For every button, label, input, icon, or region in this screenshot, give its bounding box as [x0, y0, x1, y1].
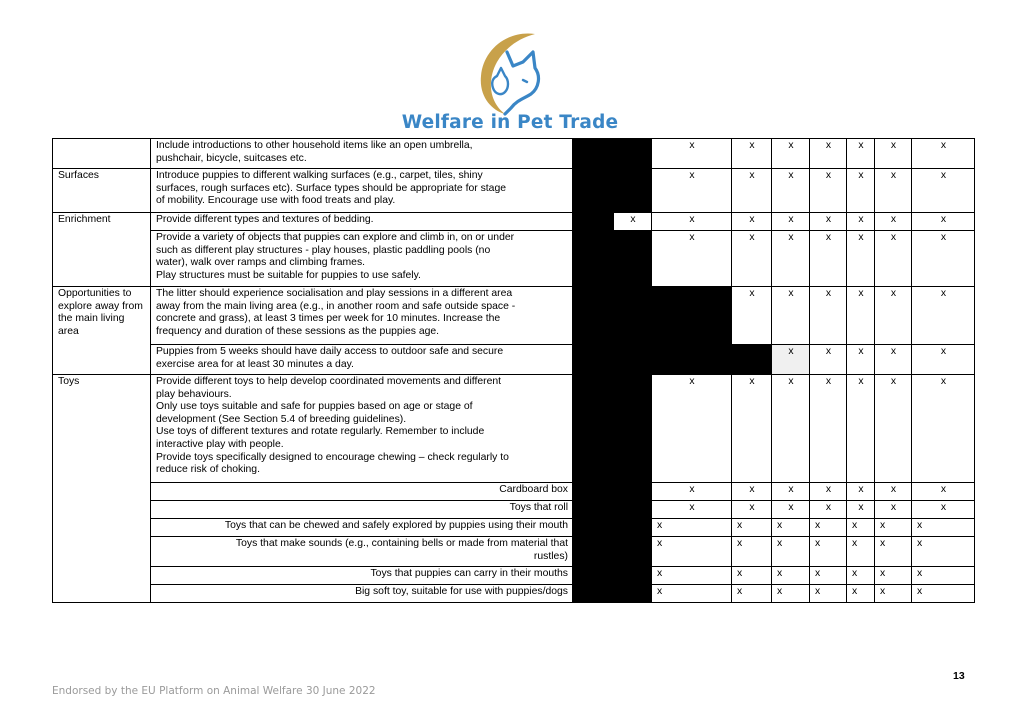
description-line: Provide toys specifically designed to encourage chewing – check regularly to [156, 451, 509, 463]
blocked-cell [573, 345, 732, 375]
description-line: The litter should experience socialisation and play sessions in a different area [156, 288, 513, 299]
check-mark-cell: x [772, 537, 810, 567]
check-mark-cell: x [732, 537, 772, 567]
check-mark-cell: x [912, 501, 975, 519]
check-mark-cell: x [652, 139, 732, 169]
blocked-cell [573, 483, 614, 501]
blocked-cell [614, 139, 652, 169]
check-mark-cell: x [772, 139, 810, 169]
description-line: Cardboard box [499, 484, 568, 495]
description-cell [151, 519, 573, 537]
blocked-cell [573, 139, 614, 169]
check-mark-cell: x [810, 345, 847, 375]
check-mark-cell: x [732, 139, 772, 169]
check-mark-cell: x [732, 567, 772, 585]
category-cell: Enrichment [53, 213, 151, 287]
check-mark-cell: x [875, 231, 912, 287]
check-mark-cell: x [875, 519, 912, 537]
description-cell [151, 537, 573, 567]
description-line: of mobility. Encourage use with food treats and play. [156, 195, 396, 207]
check-mark-cell: x [732, 287, 772, 345]
description-cell [151, 345, 573, 375]
blocked-cell [614, 519, 652, 537]
blocked-cell [573, 519, 614, 537]
description-line: development (See Section 5.4 of breeding guidelines). [156, 413, 407, 425]
category-cell: Opportunities to explore away from the main living area [53, 287, 151, 375]
check-mark-cell: x [810, 375, 847, 483]
check-mark-cell: x [875, 501, 912, 519]
description-cell [151, 169, 573, 213]
check-mark-cell: x [810, 169, 847, 213]
description-line: Use toys of different textures and rotate regularly. Remember to include [156, 426, 485, 438]
check-mark-cell: x [810, 519, 847, 537]
description-line: pushchair, bicycle, suitcases etc. [156, 152, 307, 164]
check-mark-cell: x [652, 567, 732, 585]
check-mark-cell: x [810, 501, 847, 519]
check-mark-cell: x [912, 345, 975, 375]
blocked-cell [614, 169, 652, 213]
check-mark-cell: x [847, 501, 875, 519]
check-mark-cell: x [772, 567, 810, 585]
blocked-cell [573, 537, 614, 567]
blocked-cell [573, 585, 614, 603]
blocked-cell [614, 483, 652, 501]
table-row [53, 501, 975, 519]
blocked-cell [614, 585, 652, 603]
description-line: exercise area for at least 30 minutes a day. [156, 358, 354, 370]
description-cell [151, 483, 573, 501]
check-mark-cell: x [772, 375, 810, 483]
description-line: Puppies from 5 weeks should have daily access to outdoor safe and secure [156, 346, 504, 357]
blocked-cell [573, 231, 614, 287]
check-mark-cell: x [810, 231, 847, 287]
check-mark-cell: x [912, 519, 975, 537]
description-line: Toys that can be chewed and safely explored by puppies using their mouth [224, 520, 568, 531]
check-mark-cell: x [912, 287, 975, 345]
check-mark-cell: x [912, 585, 975, 603]
check-mark-cell: x [810, 287, 847, 345]
check-mark-cell: x [810, 213, 847, 231]
description-line: Play structures must be suitable for puppies to use safely. [156, 269, 421, 281]
footer-endorsement: Endorsed by the EU Platform on Animal Welfare 30 June 2022 [52, 685, 376, 697]
check-mark-cell: x [652, 375, 732, 483]
description-line: frequency and duration of these sessions as the puppies age. [156, 325, 440, 337]
description-line: Toys that make sounds (e.g., containing bells or made from material that [235, 538, 568, 549]
blocked-cell [614, 567, 652, 585]
check-mark-cell: x [810, 585, 847, 603]
check-mark-cell: x [732, 501, 772, 519]
description-cell [151, 585, 573, 603]
check-mark-cell: x [847, 213, 875, 231]
check-mark-cell: x [652, 231, 732, 287]
table-row [53, 483, 975, 501]
check-mark-cell: x [847, 287, 875, 345]
table-row [53, 169, 975, 213]
description-cell [151, 287, 573, 345]
description-line: water), walk over ramps and climbing frames. [156, 257, 366, 269]
check-mark-cell: x [847, 375, 875, 483]
check-mark-cell: x [732, 213, 772, 231]
description-cell [151, 501, 573, 519]
description-line: surfaces, rough surfaces etc). Surface types should be appropriate for stage [156, 182, 507, 194]
check-mark-cell: x [732, 375, 772, 483]
description-line: such as different play structures - play houses, plastic paddling pools (no [156, 244, 491, 256]
check-mark-cell: x [912, 213, 975, 231]
check-mark-cell: x [847, 483, 875, 501]
description-line: away from the main living area (e.g., in another room and safe outside space - [156, 300, 516, 312]
check-mark-cell: x [772, 501, 810, 519]
blocked-cell [573, 213, 614, 231]
check-mark-cell: x [875, 169, 912, 213]
check-mark-cell: x [912, 169, 975, 213]
check-mark-cell: x [772, 585, 810, 603]
check-mark-cell: x [847, 139, 875, 169]
check-mark-cell: x [772, 345, 810, 375]
check-mark-cell: x [847, 231, 875, 287]
check-mark-cell: x [652, 213, 732, 231]
description-line: Include introductions to other household items like an open umbrella, [156, 140, 473, 151]
check-mark-cell: x [732, 585, 772, 603]
description-line: Provide a variety of objects that puppies can explore and climb in, on or under [156, 232, 515, 243]
check-mark-cell: x [652, 537, 732, 567]
table-row [53, 287, 975, 345]
check-mark-cell: x [810, 537, 847, 567]
check-mark-cell: x [652, 501, 732, 519]
check-mark-cell: x [772, 519, 810, 537]
check-mark-cell: x [732, 483, 772, 501]
blocked-cell [573, 169, 614, 213]
check-mark-cell: x [810, 139, 847, 169]
table-row [53, 213, 975, 231]
check-mark-cell: x [772, 231, 810, 287]
check-mark-cell: x [810, 567, 847, 585]
description-cell [151, 567, 573, 585]
category-cell: Surfaces [53, 169, 151, 213]
check-mark-cell: x [847, 519, 875, 537]
check-mark-cell: x [652, 483, 732, 501]
description-cell [151, 139, 573, 169]
check-mark-cell: x [912, 483, 975, 501]
check-mark-cell: x [875, 585, 912, 603]
category-cell [53, 139, 151, 169]
check-mark-cell: x [732, 169, 772, 213]
description-cell [151, 231, 573, 287]
check-mark-cell: x [772, 287, 810, 345]
check-mark-cell: x [875, 375, 912, 483]
check-mark-cell: x [772, 213, 810, 231]
description-line: interactive play with people. [156, 438, 284, 450]
check-mark-cell: x [847, 169, 875, 213]
description-line: Provide different toys to help develop coordinated movements and different [156, 376, 502, 387]
table-row [53, 139, 975, 169]
description-line: Toys that roll [509, 502, 568, 513]
check-mark-cell: x [614, 213, 652, 231]
blocked-cell [614, 501, 652, 519]
logo-text: Welfare in Pet Trade [401, 112, 619, 133]
check-mark-cell: x [875, 345, 912, 375]
check-mark-cell: x [732, 519, 772, 537]
check-mark-cell: x [772, 483, 810, 501]
check-mark-cell: x [652, 169, 732, 213]
category-cell: Toys [53, 375, 151, 603]
description-line: Toys that puppies can carry in their mouths [370, 568, 568, 579]
check-mark-cell: x [847, 585, 875, 603]
check-mark-cell: x [847, 537, 875, 567]
blocked-cell [573, 567, 614, 585]
table-row [53, 375, 975, 483]
table-row [53, 567, 975, 585]
table-row [53, 345, 975, 375]
table-row [53, 585, 975, 603]
description-line: Introduce puppies to different walking surfaces (e.g., carpet, tiles, shiny [156, 170, 483, 181]
check-mark-cell: x [912, 139, 975, 169]
description-line: Only use toys suitable and safe for puppies based on age or stage of [156, 401, 473, 413]
check-mark-cell: x [847, 345, 875, 375]
check-mark-cell: x [912, 375, 975, 483]
description-line: play behaviours. [156, 388, 232, 400]
check-mark-cell: x [875, 483, 912, 501]
table-row [53, 231, 975, 287]
blocked-cell [573, 501, 614, 519]
check-mark-cell: x [912, 537, 975, 567]
check-mark-cell: x [875, 287, 912, 345]
check-mark-cell: x [652, 519, 732, 537]
check-mark-cell: x [875, 537, 912, 567]
blocked-cell [614, 375, 652, 483]
description-line: concrete and grass), at least 3 times per week for 10 minutes. Increase the [156, 313, 501, 325]
breeding-guidelines-table [52, 138, 975, 603]
table-row [53, 519, 975, 537]
page-number: 13 [953, 670, 965, 682]
blocked-cell [614, 537, 652, 567]
blocked-cell [573, 375, 614, 483]
check-mark-cell: x [772, 169, 810, 213]
description-line: reduce risk of choking. [156, 464, 260, 476]
table-row [53, 537, 975, 567]
check-mark-cell: x [875, 139, 912, 169]
check-mark-cell: x [652, 585, 732, 603]
blocked-cell [573, 287, 732, 345]
check-mark-cell: x [875, 213, 912, 231]
description-line: Provide different types and textures of bedding. [156, 214, 374, 225]
blocked-cell [614, 231, 652, 287]
description-cell [151, 213, 573, 231]
blocked-cell [732, 345, 772, 375]
check-mark-cell: x [732, 231, 772, 287]
check-mark-cell: x [847, 567, 875, 585]
description-cell [151, 375, 573, 483]
check-mark-cell: x [875, 567, 912, 585]
description-line: rustles) [533, 550, 568, 562]
check-mark-cell: x [810, 483, 847, 501]
description-line: Big soft toy, suitable for use with puppies/dogs [355, 586, 568, 597]
check-mark-cell: x [912, 567, 975, 585]
check-mark-cell: x [912, 231, 975, 287]
